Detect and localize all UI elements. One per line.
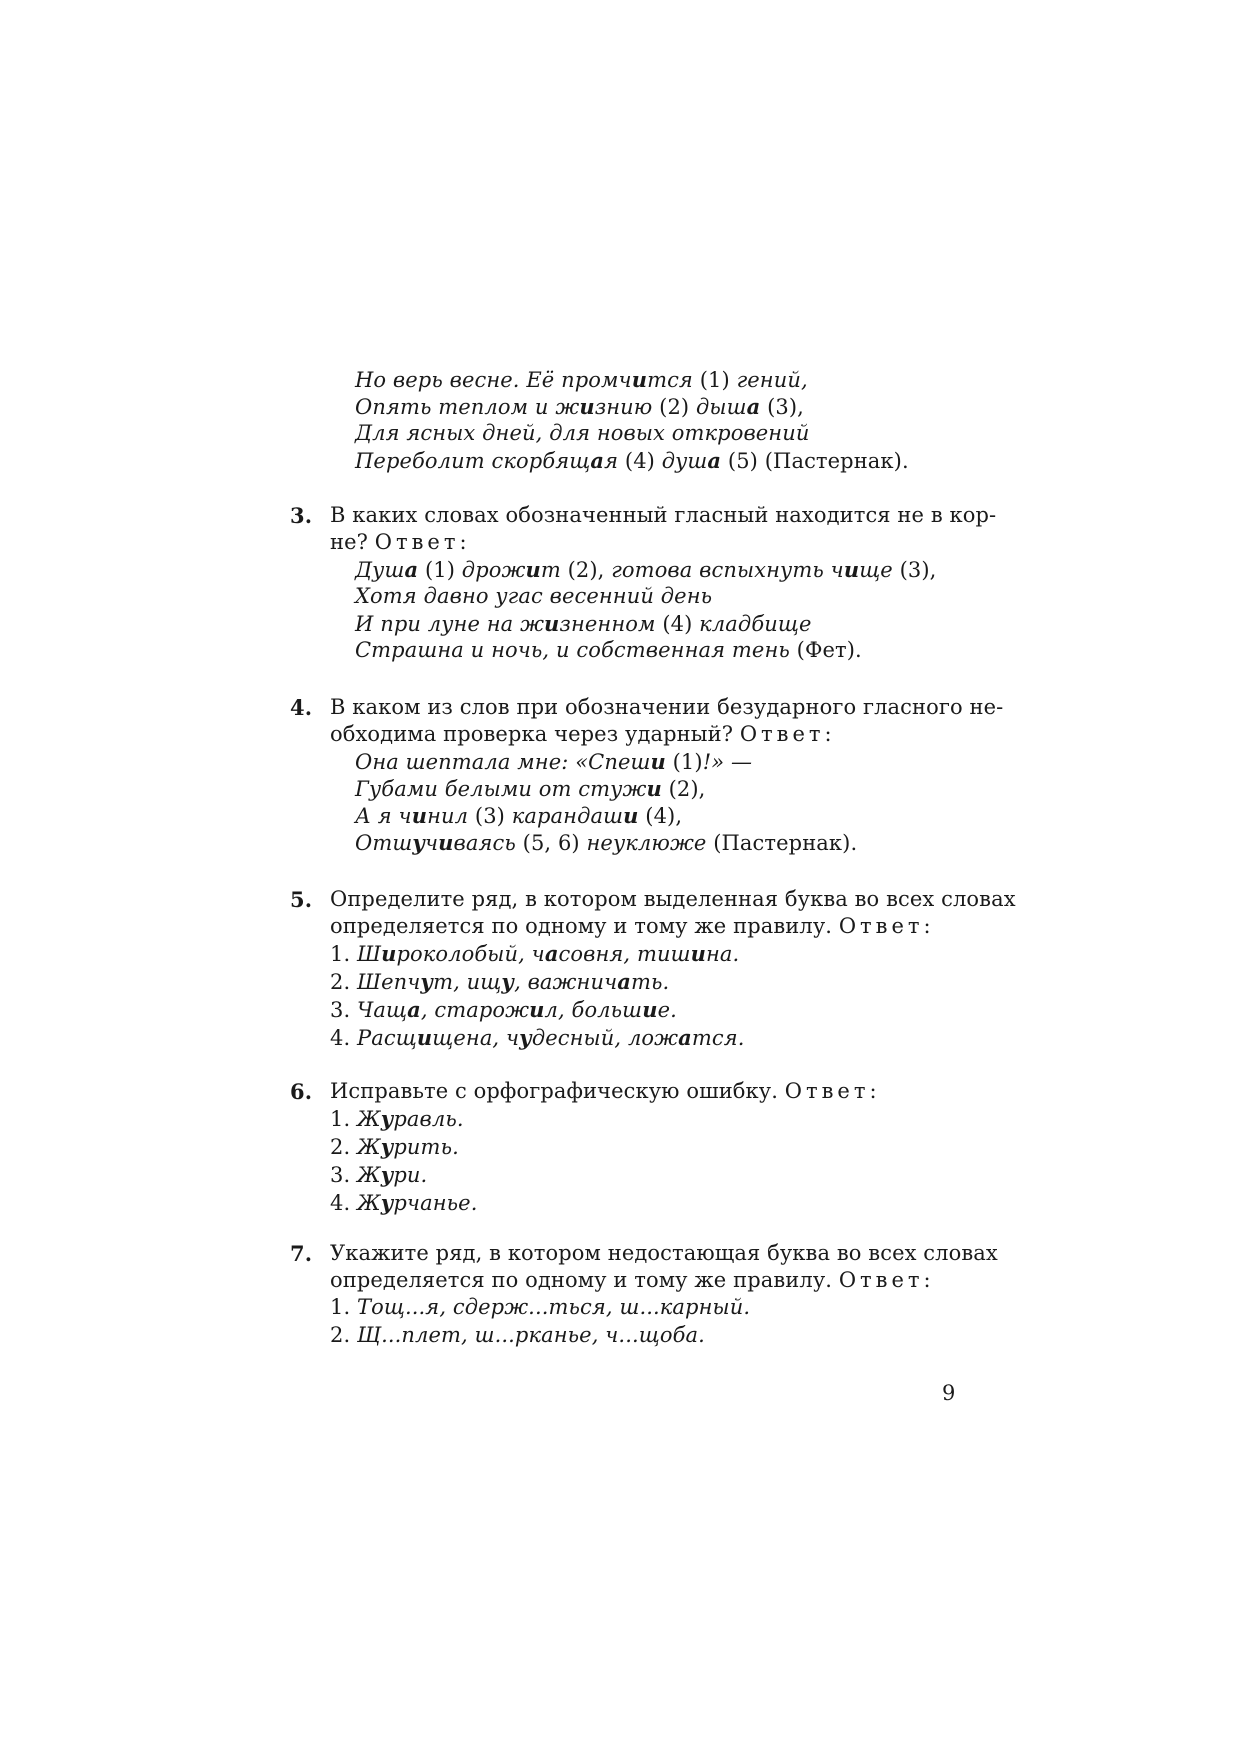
quote-line: Губами белыми от стужи (2), bbox=[355, 776, 706, 801]
option-1: 1. Журавль. bbox=[330, 1106, 464, 1131]
option-2: 2. Журить. bbox=[330, 1134, 459, 1159]
quote-line: Отшучиваясь (5, 6) неуклюже (Пастернак). bbox=[355, 830, 858, 855]
answer-options bbox=[330, 1294, 960, 1350]
question-4 bbox=[290, 694, 1004, 856]
question-text: не? Ответ: bbox=[330, 530, 471, 554]
question-5 bbox=[290, 886, 1016, 1052]
option-2: 2. Щ...плет, ш...рканье, ч...щоба. bbox=[330, 1323, 705, 1347]
answer-options bbox=[330, 1105, 960, 1217]
question-7 bbox=[290, 1240, 998, 1350]
question-text: В каких словах обозначенный гласный находится не в кор- bbox=[330, 503, 997, 527]
question-number: 7. bbox=[290, 1241, 313, 1266]
poem-line: Для ясных дней, для новых откровений bbox=[355, 421, 810, 445]
answer-options bbox=[330, 940, 960, 1052]
quote-line: А я чинил (3) карандаши (4), bbox=[355, 803, 683, 828]
question-text: Определите ряд, в котором выделенная буква во всех словах bbox=[330, 887, 1016, 911]
poem-line: Опять теплом и жизнию (2) дыша (3), bbox=[355, 394, 804, 419]
question-6 bbox=[290, 1078, 960, 1217]
question-text: В каком из слов при обозначении безударного гласного не- bbox=[330, 695, 1004, 719]
question-text: Укажите ряд, в котором недостающая буква во всех словах bbox=[330, 1241, 998, 1265]
poem-line: Но верь весне. Её промчится (1) гений, bbox=[355, 367, 808, 392]
option-2: 2. Шепчут, ищу, важничать. bbox=[330, 969, 670, 994]
question-number: 6. bbox=[290, 1079, 313, 1104]
quote-line: И при луне на жизненном (4) кладбище bbox=[355, 611, 812, 636]
page-number: 9 bbox=[942, 1381, 956, 1405]
quote-line: Она шептала мне: «Спеши (1)!» — bbox=[355, 749, 753, 774]
quote bbox=[355, 556, 960, 664]
quote-line: Хотя давно угас весенний день bbox=[355, 584, 713, 608]
option-3: 3. Чаща, старожил, большие. bbox=[330, 997, 677, 1022]
question-number: 5. bbox=[290, 887, 313, 912]
quote bbox=[355, 748, 960, 856]
quote-line: Душа (1) дрожит (2), готова вспыхнуть чище (3), bbox=[355, 557, 937, 582]
question-number: 3. bbox=[290, 503, 313, 528]
intro-poem bbox=[355, 366, 909, 474]
option-4: 4. Расщищена, чудесный, ложатся. bbox=[330, 1025, 745, 1050]
option-1: 1. Тощ...я, сдерж...ться, ш...карный. bbox=[330, 1295, 751, 1319]
option-4: 4. Журчанье. bbox=[330, 1190, 478, 1215]
question-number: 4. bbox=[290, 695, 313, 720]
option-1: 1. Широколобый, часовня, тишина. bbox=[330, 941, 740, 966]
poem-line: Переболит скорбящая (4) душа (5) (Пастернак). bbox=[355, 448, 909, 473]
option-3: 3. Жури. bbox=[330, 1162, 428, 1187]
question-text: определяется по одному и тому же правилу. Ответ: bbox=[330, 914, 935, 938]
question-text: Исправьте с орфографическую ошибку. Ответ: bbox=[330, 1079, 881, 1103]
question-3 bbox=[290, 502, 997, 664]
question-text: определяется по одному и тому же правилу. Ответ: bbox=[330, 1268, 935, 1292]
question-text: обходима проверка через ударный? Ответ: bbox=[330, 722, 836, 746]
quote-line: Страшна и ночь, и собственная тень (Фет). bbox=[355, 638, 862, 662]
